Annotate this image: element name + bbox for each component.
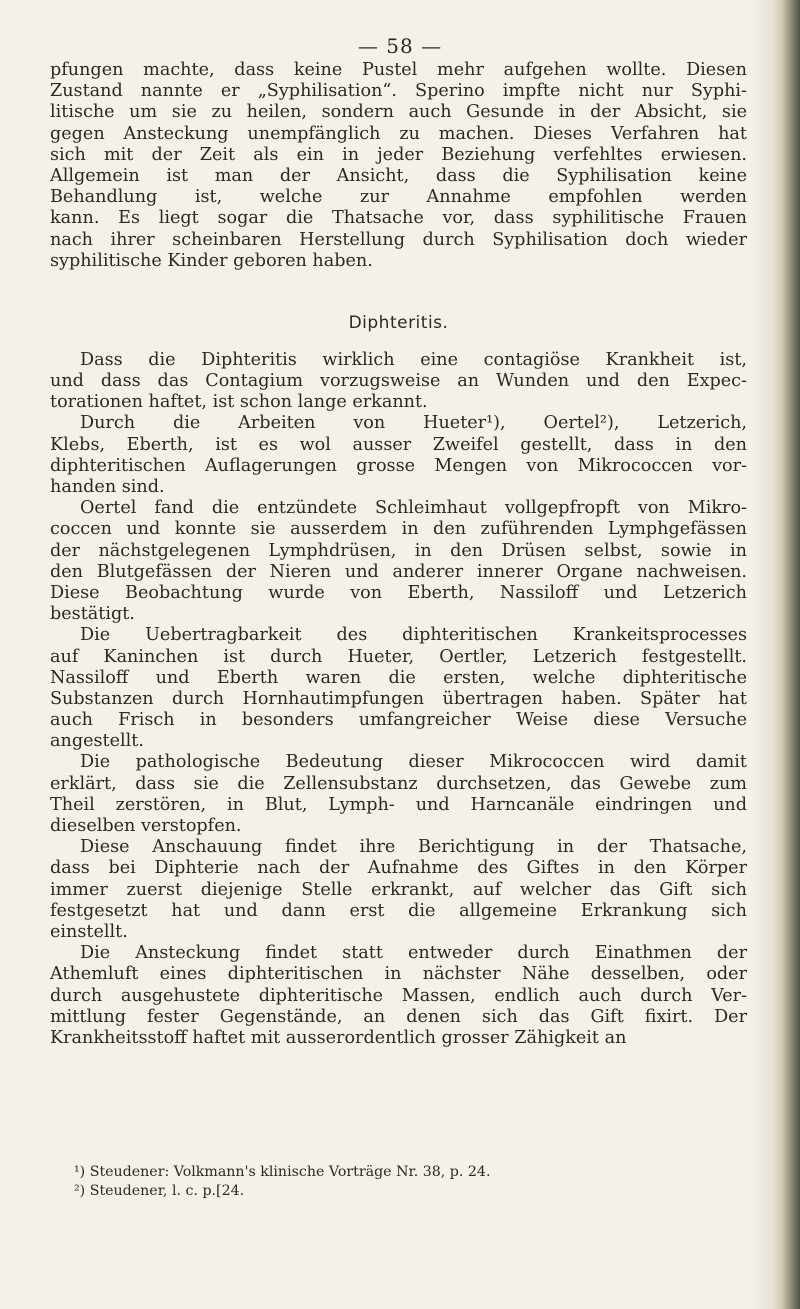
section-paragraphs	[50, 350, 747, 1049]
page-gutter-shadow	[752, 0, 772, 1309]
text-line: Athemluft eines diphteritischen in nächster Nähe desselben, oder	[50, 964, 747, 985]
paragraph	[50, 752, 747, 837]
text-line: litische um sie zu heilen, sondern auch Gesunde in der Absicht, sie	[50, 102, 747, 123]
text-line: pfungen machte, dass keine Pustel mehr aufgehen wollte. Diesen	[50, 60, 747, 80]
text-line: Substanzen durch Hornhautimpfungen übertragen haben. Später hat	[50, 688, 747, 709]
paragraph	[50, 350, 747, 414]
text-line: diphteritischen Auflagerungen grosse Mengen von Mikrococcen vor-	[50, 455, 747, 476]
paragraph	[50, 837, 747, 943]
text-line: Krankheitsstoff haftet mit ausserordentlich grosser Zähigkeit an	[50, 1027, 627, 1048]
paragraph	[50, 498, 747, 625]
text-line: auf Kaninchen ist durch Hueter, Oertler, Letzerich festgestellt.	[50, 646, 747, 667]
footnote: ¹) Steudener: Volkmann's klinische Vorträge Nr. 38, p. 24.	[74, 1164, 491, 1180]
text-line: angestellt.	[50, 731, 144, 752]
text-line: Nassiloff und Eberth waren die ersten, welche diphteritische	[50, 667, 747, 688]
footnotes	[50, 1163, 747, 1201]
text-line: nach ihrer scheinbaren Herstellung durch Syphilisation doch wieder	[50, 229, 747, 250]
text-line: den Blutgefässen der Nieren und anderer innerer Organe nachweisen.	[50, 561, 747, 582]
text-line: coccen und konnte sie ausserdem in den zuführenden Lymphgefässen	[50, 519, 747, 540]
text-line: und dass das Contagium vorzugsweise an Wunden und den Expec-	[50, 371, 747, 392]
paragraph	[50, 413, 747, 498]
footnote: ²) Steudener, l. c. p.[24.	[74, 1183, 245, 1199]
text-line: auch Frisch in besonders umfangreicher Weise diese Versuche	[50, 710, 747, 731]
text-line: Behandlung ist, welche zur Annahme empfohlen werden	[50, 187, 747, 208]
text-line: Zustand nannte er „Syphilisation“. Sperino impfte nicht nur Syphi-	[50, 81, 747, 102]
text-line: syphilitische Kinder geboren haben.	[50, 250, 373, 271]
text-line: kann. Es liegt sogar die Thatsache vor, dass syphilitische Frauen	[50, 208, 747, 229]
text-line: Die Uebertragbarkeit des diphteritischen Krankeitsprocesses	[80, 625, 747, 646]
text-line: festgesetzt hat und dann erst die allgemeine Erkrankung sich	[50, 900, 747, 921]
paragraph	[50, 625, 747, 752]
text-line: bestätigt.	[50, 604, 135, 625]
paragraph	[50, 943, 747, 1049]
text-line: Klebs, Eberth, ist es wol ausser Zweifel gestellt, dass in den	[50, 434, 747, 455]
text-line: Durch die Arbeiten von Hueter¹), Oertel²), Letzerich,	[80, 413, 747, 434]
text-line: handen sind.	[50, 477, 165, 497]
text-line: Oertel fand die entzündete Schleimhaut vollgepfropft von Mikro-	[80, 498, 747, 519]
page-number: — 58 —	[357, 34, 443, 58]
body-text	[50, 60, 747, 1049]
text-line: torationen haftet, ist schon lange erkannt.	[50, 392, 428, 413]
text-line: erklärt, dass sie die Zellensubstanz durchsetzen, das Gewebe zum	[50, 773, 747, 794]
text-line: Die pathologische Bedeutung dieser Mikrococcen wird damit	[80, 752, 747, 773]
text-line: gegen Ansteckung unempfänglich zu machen. Dieses Verfahren hat	[50, 123, 747, 144]
text-line: sich mit der Zeit als ein in jeder Beziehung verfehltes erwiesen.	[50, 144, 747, 165]
text-line: Dass die Diphteritis wirklich eine contagiöse Krankheit ist,	[80, 349, 747, 370]
text-line: Allgemein ist man der Ansicht, dass die Syphilisation keine	[50, 165, 747, 186]
page-edge	[772, 0, 800, 1309]
text-line: dieselben verstopfen.	[50, 816, 242, 836]
text-line: durch ausgehustete diphteritische Massen, endlich auch durch Ver-	[50, 985, 747, 1006]
text-line: der nächstgelegenen Lymphdrüsen, in den Drüsen selbst, sowie in	[50, 540, 747, 561]
text-line: Diese Anschauung findet ihre Berichtigung in der Thatsache,	[80, 837, 747, 858]
section-heading: Diphteritis.	[348, 312, 449, 333]
text-line: Theil zerstören, in Blut, Lymph- und Harncanäle eindringen und	[50, 794, 747, 815]
text-line: Die Ansteckung findet statt entweder durch Einathmen der	[80, 943, 747, 964]
text-line: einstellt.	[50, 921, 128, 942]
paragraph-syphilisation	[50, 60, 747, 272]
text-line: dass bei Diphterie nach der Aufnahme des Giftes in den Körper	[50, 858, 747, 879]
text-line: Diese Beobachtung wurde von Eberth, Nassiloff und Letzerich	[50, 582, 747, 603]
text-line: immer zuerst diejenige Stelle erkrankt, auf welcher das Gift sich	[50, 879, 747, 900]
text-line: mittlung fester Gegenstände, an denen sich das Gift fixirt. Der	[50, 1006, 747, 1027]
